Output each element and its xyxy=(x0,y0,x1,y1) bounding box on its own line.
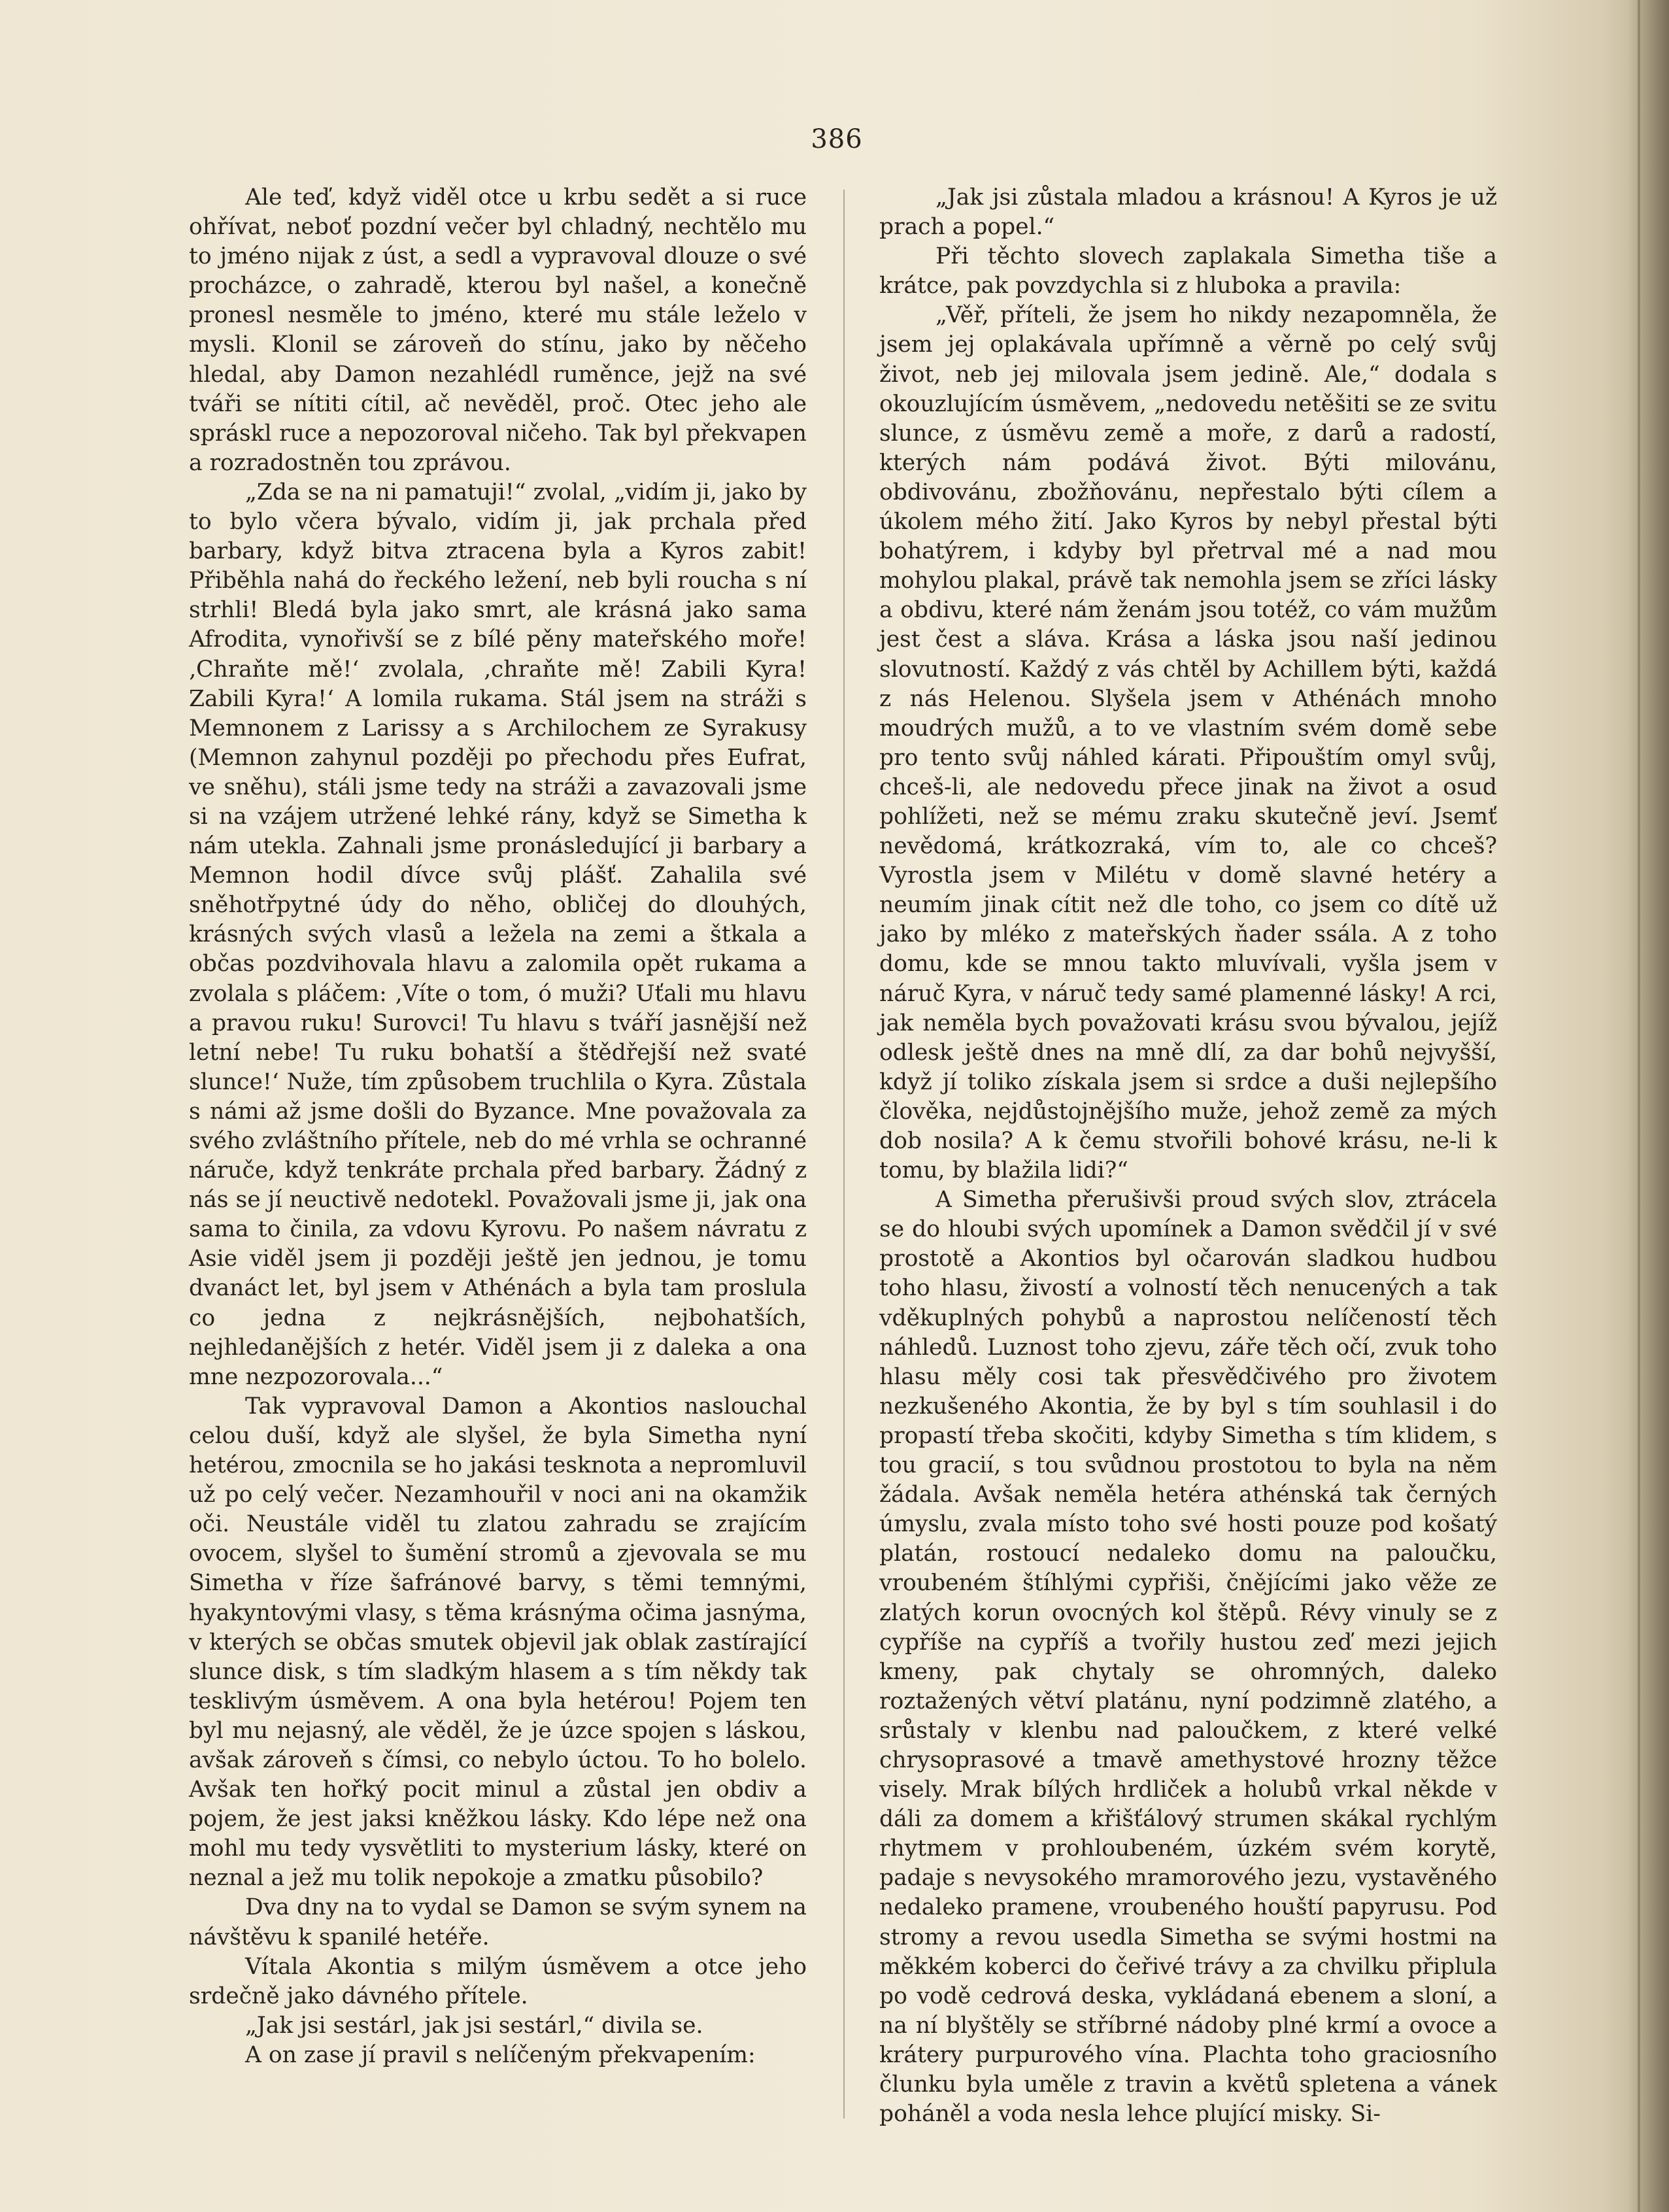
paragraph: „Věř, příteli, že jsem ho nikdy nezapomněla, že jsem jej oplakávala upřímně a věrně po celý svůj život, neb jej milovala jsem jedině. Ale,“ dodala s okouzlujícím úsměvem, „nedovedu netěšiti se ze svitu slunce, z úsměvu země a moře, z darů a radostí, kterých nám podává život. Býti milovánu, obdivovánu, zbožňovánu, nepřestalo býti cílem a úkolem mého žití. Jako Kyros by nebyl přestal býti bohatýrem, i kdyby byl přetrval mé a nad mou mohylou plakal, právě tak nemohla jsem se zříci lásky a obdivu, které nám ženám jsou totéž, co vám mužům jest čest a sláva. Krása a láska jsou naší jedinou slovutností. Každý z vás chtěl by Achillem býti, každá z nás Helenou. Slyšela jsem v Athénách mnoho moudrých mužů, a to ve vlastním svém domě sebe pro tento svůj náhled kárati. Připouštím omyl svůj, chceš-li, ale nedovedu přece jinak na život a osud pohlížeti, než se mému zraku skutečně jeví. Jsemť nevědomá, krátkozraká, vím to, ale co chceš? Vyrostla jsem v Milétu v domě slavné hetéry a neumím jinak cítit než dle toho, co jsem co dítě už jako by mléko z mateřských ňader ssála. A z toho domu, kde se mnou takto mluvívali, vyšla jsem v náruč Kyra, v náruč tedy samé plamenné lásky! A rci, jak neměla bych považovati krásu svou bývalou, jejíž odlesk ještě dnes na mně dlí, za dar bohů nejvyšší, když jí toliko získala jsem si srdce a duši nejlepšího člověka, nejdůstojnějšího muže, jehož země za mých dob nosila? A k čemu stvořili bohové krásu, ne-li k tomu, by blažila lidi?“ xyxy=(879,302,1497,1184)
paragraph: Ale teď, když viděl otce u krbu sedět a si ruce ohřívat, neboť pozdní večer byl chladný, nechtělo mu to jméno nijak z úst, a sedl a vypravoval dlouze o své procházce, o zahradě, kterou byl našel, a konečně pronesl nesměle to jméno, které mu stále leželo v mysli. Klonil se zároveň do stínu, jako by něčeho hledal, aby Damon nezahlédl ruměnce, jejž na své tváři se nítiti cítil, ač nevěděl, proč. Otec jeho ale spráskl ruce a nepozoroval ničeho. Tak byl překvapen a rozradostněn tou zprávou. xyxy=(189,184,807,476)
page-number: 386 xyxy=(811,124,863,154)
binding-edge xyxy=(1638,0,1640,2212)
paragraph: Tak vypravoval Damon a Akontios naslouchal celou duší, když ale slyšel, že byla Simetha nyní hetérou, zmocnila se ho jakási tesknota a nepromluvil už po celý večer. Nezamhouřil v noci ani na okamžik oči. Neustále viděl tu zlatou zahradu se zrajícím ovocem, slyšel to šumění stromů a zjevovala se mu Simetha v říze šafránové barvy, s těmi temnými, hyakyntovými vlasy, s těma krásnýma očima jasnýma, v kterých se občas smutek objevil jak oblak zastírající slunce disk, s tím sladkým hlasem a s tím někdy tak tesklivým úsměvem. A ona byla hetérou! Pojem ten byl mu nejasný, ale věděl, že je úzce spojen s láskou, avšak zároveň s čímsi, co nebylo úctou. To ho bolelo. Avšak ten hořký pocit minul a zůstal jen obdiv a pojem, že jest jaksi kněžkou lásky. Kdo lépe než ona mohl mu tedy vysvětliti to mysterium lásky, které on neznal a jež mu tolik nepokoje a zmatku působilo? xyxy=(189,1393,807,1892)
text-column-left xyxy=(189,183,807,2070)
paragraph: „Jak jsi zůstala mladou a krásnou! A Kyros je už prach a popel.“ xyxy=(879,184,1497,241)
paragraph: A Simetha přerušivši proud svých slov, ztrácela se do hloubi svých upomínek a Damon svědčil jí v své prostotě a Akontios byl očarován sladkou hudbou toho hlasu, živostí a volností těch nenucených a tak vděkuplných pohybů a naprostou nelíčeností těch náhledů. Luznost toho zjevu, záře těch očí, zvuk toho hlasu měly cosi tak přesvědčivého pro životem nezkušeného Akontia, že by byl s tím souhlasil i do propastí třeba skočiti, kdyby Simetha s tím klidem, s tou gracií, s tou svůdnou prostotou to byla na něm žádala. Avšak neměla hetéra athénská tak černých úmyslu, zvala místo toho své hosti pouze pod košatý platán, rostoucí nedaleko domu na paloučku, vroubeném štíhlými cypřiši, čnějícími jako věže ze zlatých korun ovocných kol štěpů. Révy vinuly se z cypříše na cypříš a tvořily hustou zeď mezi jejich kmeny, pak chytaly se ohromných, daleko roztažených větví platánu, nyní podzimně zlatého, a srůstaly v klenbu nad paloučkem, z které velké chrysoprasové a tmavě amethystové hrozny těžce visely. Mrak bílých hrdliček a holubů vrkal někde v dáli za domem a křišťálový strumen skákal rychlým rhytmem v prohloubeném, úzkém svém korytě, padaje s nevysokého mramorového jezu, vystavěného nedaleko pramene, vroubeného houští papyrusu. Pod stromy a revou usedla Simetha se svými hostmi na měkkém koberci do čeřivé trávy a za chvilku připlula po vodě cedrová deska, vykládaná ebenem a sloní, a na ní blyštěly se stříbrné nádoby plné krmí a ovoce a krátery purpurového vína. Plachta toho graciosního člunku byla uměle z travin a květů spletena a vánek poháněl a voda nesla lehce plující misky. Si- xyxy=(879,1187,1497,2128)
paragraph: A on zase jí pravil s nelíčeným překvapením: xyxy=(245,2041,756,2068)
text-column-right xyxy=(879,183,1497,2129)
paragraph: Vítala Akontia s milým úsměvem a otce jeho srdečně jako dávného přítele. xyxy=(189,1953,807,2009)
paragraph: „Zda se na ni pamatuji!“ zvolal, „vidím ji, jako by to bylo včera bývalo, vidím ji, jak prchala před barbary, když bitva ztracena byla a Kyros zabit! Přiběhla nahá do řeckého ležení, neb byli roucha s ní strhli! Bledá byla jako smrt, ale krásná jako sama Afrodita, vynořivší se z bílé pěny mateřského moře! ‚Chraňte mě!‘ zvolala, ‚chraňte mě! Zabili Kyra! Zabili Kyra!‘ A lomila rukama. Stál jsem na stráži s Memnonem z Larissy a s Archilochem ze Syrakusy (Memnon zahynul později po přechodu přes Eufrat, ve sněhu), stáli jsme tedy na stráži a zavazovali jsme si na vzájem utržené lehké rány, když se Simetha k nám utekla. Zahnali jsme pronásledující ji barbary a Memnon hodil dívce svůj plášť. Zahalila své sněhotřpytné údy do něho, obličej do dlouhých, krásných svých vlasů a ležela na zemi a štkala a občas pozdvihovala hlavu a zalomila opět rukama a zvolala s pláčem: ‚Víte o tom, ó muži? Uťali mu hlavu a pravou ruku! Surovci! Tu hlavu s tváří jasnější než letní nebe! Tu ruku bohatší a štědřejší než svaté slunce!‘ Nuže, tím způsobem truchlila o Kyra. Zůstala s námi až jsme došli do Byzance. Mne považovala za svého zvláštního přítele, neb do mé vrhla se ochranné náruče, když tenkráte prchala před barbary. Žádný z nás se jí neuctivě nedotekl. Považovali jsme ji, jak ona sama to činila, za vdovu Kyrovu. Po našem návratu z Asie viděl jsem ji později ještě jen jednou, je tomu dvanáct let, byl jsem v Athénách a byla tam proslula co jedna z nejkrásnějších, nejbohatších, nejhledanějších z hetér. Viděl jsem ji z daleka a ona mne nezpozorovala...“ xyxy=(189,479,807,1390)
paragraph: „Jak jsi sestárl, jak jsi sestárl,“ divila se. xyxy=(245,2012,703,2039)
paragraph: Při těchto slovech zaplakala Simetha tiše a krátce, pak povzdychla si z hluboka a pravila: xyxy=(879,243,1497,299)
column-divider xyxy=(843,190,845,2118)
paragraph: Dva dny na to vydal se Damon se svým synem na návštěvu k spanilé hetéře. xyxy=(189,1894,807,1950)
binding-shadow xyxy=(1628,0,1669,2212)
